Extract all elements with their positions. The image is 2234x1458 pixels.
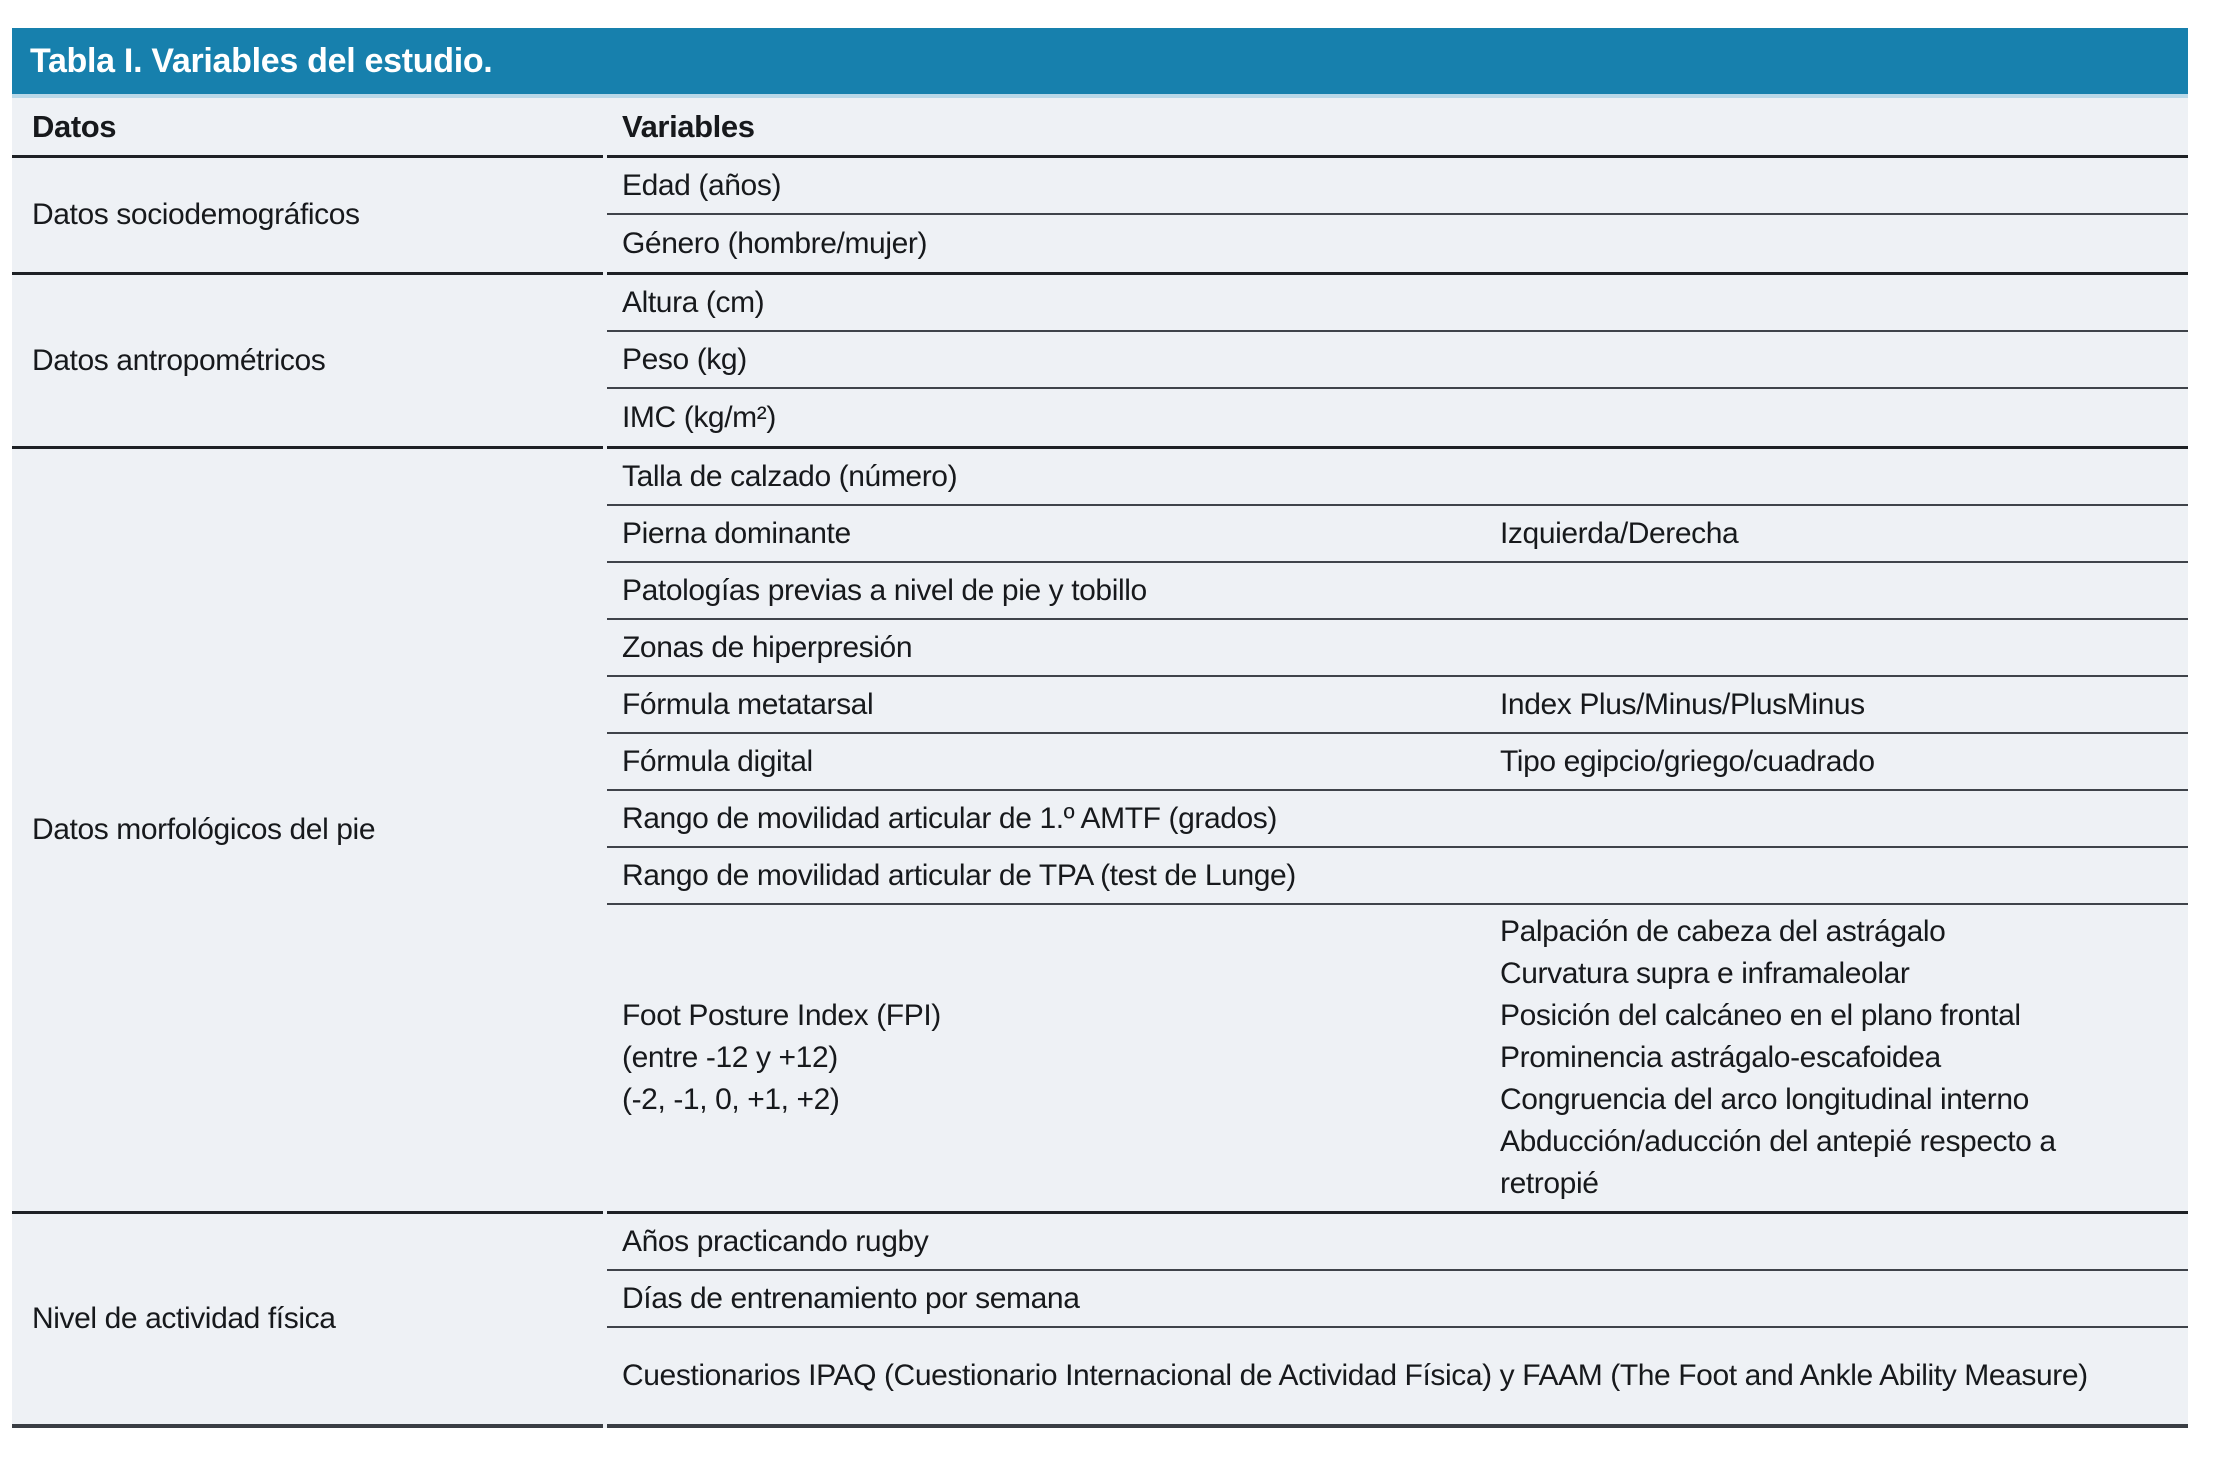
- detail-cell: [1500, 911, 2188, 1205]
- variable-cell: Edad (años): [622, 168, 782, 202]
- table-row: [607, 158, 2188, 215]
- table-row-fpi: [607, 905, 2188, 1211]
- variable-cell: Pierna dominante: [622, 516, 851, 550]
- variable-cell: IMC (kg/m²): [622, 400, 776, 434]
- group-sociodemograficos: [12, 158, 2188, 275]
- table-row: [607, 677, 2188, 734]
- fpi-line: (entre -12 y +12): [622, 1041, 838, 1074]
- table-row: [607, 1328, 2188, 1424]
- table-row: [607, 332, 2188, 389]
- variable-cell: Patologías previas a nivel de pie y tobillo: [622, 573, 1147, 607]
- fpi-criterion: Prominencia astrágalo-escafoidea: [1500, 1041, 1941, 1074]
- fpi-criterion: Abducción/aducción del antepié respecto a retropié: [1500, 1125, 2056, 1200]
- variable-cell: Cuestionarios IPAQ (Cuestionario Internacional de Actividad Física) y FAAM (The Foot and Ankle Ability Measure): [622, 1359, 2088, 1392]
- group-antropometricos: [12, 275, 2188, 449]
- table-row: [607, 563, 2188, 620]
- group-actividad-fisica: [12, 1214, 2188, 1428]
- variable-cell: Zonas de hiperpresión: [622, 630, 913, 664]
- table-row: [607, 734, 2188, 791]
- table-row: [607, 449, 2188, 506]
- variable-cell: Talla de calzado (número): [622, 459, 958, 493]
- study-variables-table: [12, 28, 2188, 1428]
- fpi-criterion: Posición del calcáneo en el plano frontal: [1500, 999, 2021, 1032]
- detail-cell: Index Plus/Minus/PlusMinus: [1500, 687, 1865, 721]
- fpi-criterion: Curvatura supra e inframaleolar: [1500, 957, 1910, 990]
- column-header-datos: Datos: [12, 98, 603, 158]
- variable-cell: Peso (kg): [622, 342, 747, 376]
- variable-cell: Género (hombre/mujer): [622, 226, 928, 260]
- group-label: Datos sociodemográficos: [12, 158, 603, 275]
- variable-cell: Años practicando rugby: [622, 1224, 929, 1258]
- table-header-row: [12, 98, 2188, 158]
- fpi-criterion: Palpación de cabeza del astrágalo: [1500, 915, 1946, 948]
- table-row: [607, 791, 2188, 848]
- variable-cell: Rango de movilidad articular de 1.º AMTF (grados): [622, 801, 1277, 835]
- table-row: [607, 215, 2188, 272]
- table-row: [607, 506, 2188, 563]
- group-label: Datos morfológicos del pie: [12, 449, 603, 1214]
- table-row: [607, 848, 2188, 905]
- table-row: [607, 1214, 2188, 1271]
- table-row: [607, 275, 2188, 332]
- column-header-variables: Variables: [607, 98, 2188, 158]
- group-morfologicos: [12, 449, 2188, 1214]
- fpi-line: Foot Posture Index (FPI): [622, 999, 941, 1032]
- table-row: [607, 389, 2188, 446]
- table-row: [607, 1271, 2188, 1328]
- variable-cell: Altura (cm): [622, 285, 765, 319]
- group-label: Nivel de actividad física: [12, 1214, 603, 1428]
- detail-cell: Tipo egipcio/griego/cuadrado: [1500, 744, 1875, 778]
- group-label: Datos antropométricos: [12, 275, 603, 449]
- fpi-criterion: Congruencia del arco longitudinal interno: [1500, 1083, 2029, 1116]
- detail-cell: Izquierda/Derecha: [1500, 516, 1739, 550]
- variable-cell: Días de entrenamiento por semana: [622, 1281, 1080, 1315]
- variable-cell: Fórmula digital: [622, 744, 813, 778]
- variable-cell: Rango de movilidad articular de TPA (test de Lunge): [622, 858, 1296, 892]
- table-title: Tabla I. Variables del estudio.: [30, 41, 493, 80]
- variable-cell: [622, 995, 1500, 1121]
- table-title-bar: [12, 28, 2188, 98]
- table-row: [607, 620, 2188, 677]
- fpi-line: (-2, -1, 0, +1, +2): [622, 1083, 840, 1116]
- variable-cell: Fórmula metatarsal: [622, 687, 874, 721]
